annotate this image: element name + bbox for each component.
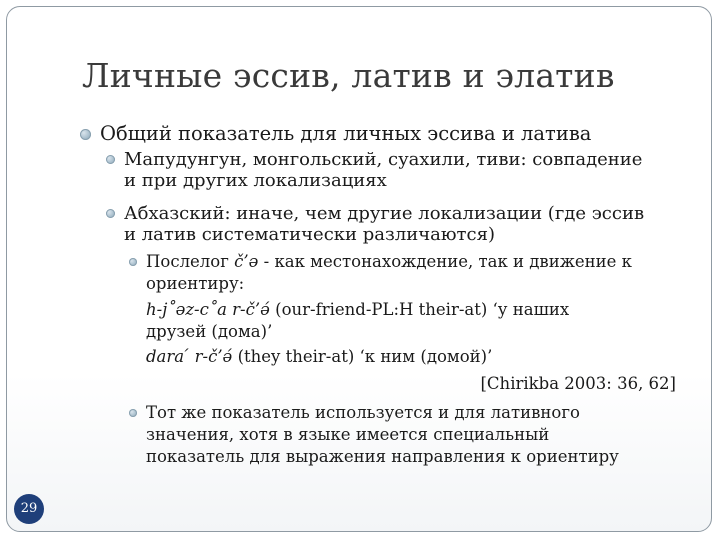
- bullet-text-line2: и при других локализациях: [124, 170, 387, 191]
- example-1-gloss: (our-friend-PL:H their-at) ‘у наших: [269, 300, 570, 319]
- slide-number-badge: 29: [14, 494, 44, 524]
- bullet-text-line3: показатель для выражения направления к ориентиру: [146, 447, 619, 466]
- bullet-text-line1: Тот же показатель используется и для лативного: [146, 403, 580, 422]
- example-1-line1: [146, 299, 686, 321]
- example-2-gloss: (they their-at) ‘к ним (домой)’: [232, 347, 493, 366]
- example-1-form: h-j˚əz-c˚a r-č’ə́: [146, 300, 270, 319]
- bullet-text-line2: ориентиру:: [146, 274, 245, 293]
- bullet-level1: [100, 122, 591, 145]
- bullet-text-line1: Абхазский: иначе, чем другие локализации (где эссив: [124, 203, 645, 224]
- bullet-level2-abkhaz: [124, 203, 694, 245]
- bullet-level2-languages: [124, 149, 694, 191]
- bullet-text-line2: и латив систематически различаются): [124, 224, 495, 245]
- bullet-level3-same-marker: [146, 402, 676, 468]
- bullet-dot-icon: [80, 129, 91, 140]
- bullet-text-line2: значения, хотя в языке имеется специальный: [146, 425, 550, 444]
- bullet-dot-icon: [129, 258, 137, 266]
- slide-title: Личные эссив, латив и элатив: [82, 56, 615, 95]
- example-2: [146, 346, 686, 368]
- bullet-level3-postposition: [146, 251, 676, 295]
- postposition-form: č’ə: [234, 252, 259, 271]
- bullet-dot-icon: [129, 409, 137, 417]
- bullet-dot-icon: [106, 155, 115, 164]
- bullet-text-line1: Мапудунгун, монгольский, суахили, тиви: совпадение: [124, 149, 643, 170]
- citation: [Chirikba 2003: 36, 62]: [480, 374, 676, 393]
- example-1-line2: друзей (дома)’: [146, 322, 273, 341]
- bullet-dot-icon: [106, 209, 115, 218]
- bullet-text-line1: Послелог č’ə - как местонахождение, так и движение к: [146, 252, 632, 271]
- example-2-form: dara ́ r-č’ə́: [146, 347, 233, 366]
- bullet-text: Общий показатель для личных эссива и латива: [100, 122, 592, 145]
